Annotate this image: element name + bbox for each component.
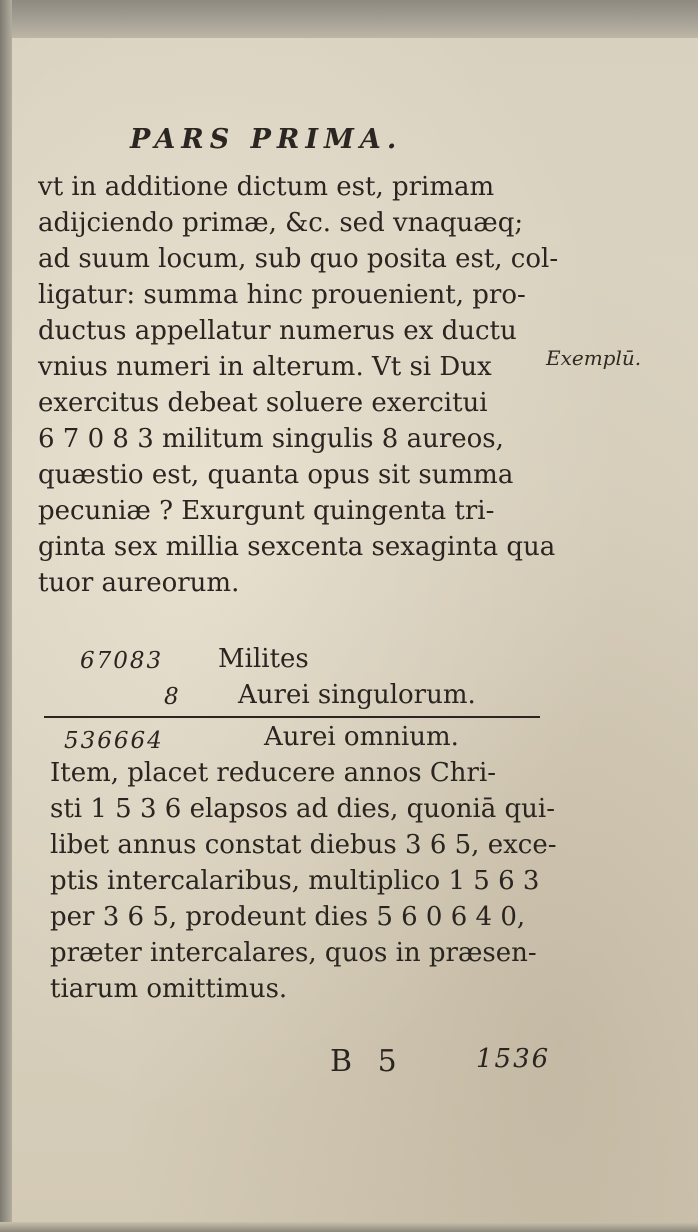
page-left-edge — [0, 0, 12, 1232]
text-line: vt in additione dictum est, primam — [38, 172, 495, 202]
running-head: PARS PRIMA. — [130, 124, 403, 155]
product-label: Aurei omnium. — [264, 722, 459, 752]
margin-note: Exemplū. — [546, 346, 642, 370]
text-line: Item, placet reducere annos Chri- — [50, 758, 497, 788]
text-line: præter intercalares, quos in præsen- — [50, 938, 537, 968]
text-line: 6 7 0 8 3 militum singulis 8 aureos, — [38, 424, 504, 454]
text-line: sti 1 5 3 6 elapsos ad dies, quoniā qui- — [50, 794, 556, 824]
text-line: adijciendo primæ, &c. sed vnaquæq; — [38, 208, 524, 238]
text-line: tiarum omittimus. — [50, 974, 288, 1004]
product: 536664 — [64, 728, 164, 754]
text-line: tuor aureorum. — [38, 568, 240, 598]
text-line: ligatur: summa hinc prouenient, pro- — [38, 280, 526, 310]
text-line: per 3 6 5, prodeunt dies 5 6 0 6 4 0, — [50, 902, 526, 932]
multiplier-label: Aurei singulorum. — [238, 680, 476, 710]
text-line: libet annus constat diebus 3 6 5, exce- — [50, 830, 557, 860]
multiplier: 8 — [164, 684, 181, 710]
multiplicand: 67083 — [80, 648, 164, 674]
signature-mark: B 5 — [330, 1044, 405, 1079]
page-bottom-edge — [0, 1222, 698, 1232]
sum-rule — [44, 716, 540, 718]
text-line: quæstio est, quanta opus sit summa — [38, 460, 514, 490]
text-line: ad suum locum, sub quo posita est, col- — [38, 244, 559, 274]
text-line: ptis intercalaribus, multiplico 1 5 6 3 — [50, 866, 540, 896]
catchword: 1536 — [476, 1044, 551, 1074]
multiplicand-label: Milites — [218, 644, 309, 674]
text-line: pecuniæ ? Exurgunt quingenta tri- — [38, 496, 495, 526]
text-line: ductus appellatur numerus ex ductu — [38, 316, 517, 346]
text-line: vnius numeri in alterum. Vt si Dux — [38, 352, 492, 382]
page-top-edge — [0, 0, 698, 38]
text-line: ginta sex millia sexcenta sexaginta qua — [38, 532, 556, 562]
text-line: exercitus debeat soluere exercitui — [38, 388, 488, 418]
